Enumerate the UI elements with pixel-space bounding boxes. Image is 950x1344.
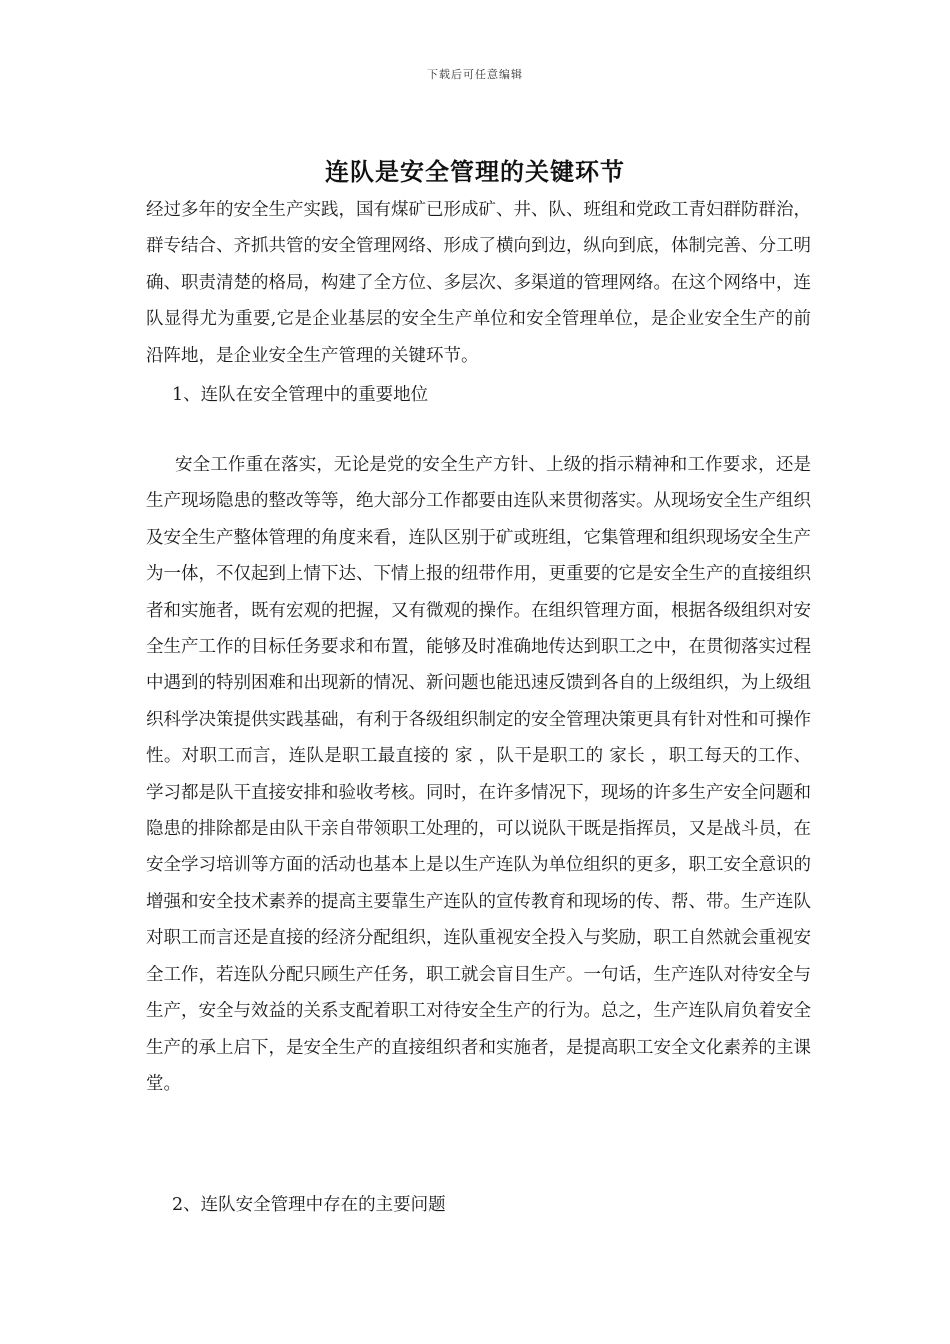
section-1-paragraph: 安全工作重在落实，无论是党的安全生产方针、上级的指示精神和工作要求，还是生产现场隐患的整改等等，绝大部分工作都要由连队来贯彻落实。从现场安全生产组织及安全生产整体管理的角度来看，连队区别于矿或班组，它集管理和组织现场安全生产为一体，不仅起到上情下达、下情上报的纽带作用，更重要的它是安全生产的直接组织者和实施者，既有宏观的把握，又有微观的操作。在组织管理方面，根据各级组织对安全生产工作的目标任务要求和布置，能够及时准确地传达到职工之中，在贯彻落实过程中遇到的特别困难和出现新的情况、新问题也能迅速反馈到各自的上级组织，为上级组织科学决策提供实践基础，有利于各级组织制定的安全管理决策更具有针对性和可操作性。对职工而言，连队是职工最直接的 家 ，队干是职工的 家长 ，职工每天的工作、学习都是队干直接安排和验收考核。同时，在许多情况下，现场的许多生产安全问题和隐患的排除都是由队干亲自带领职工处理的，可以说队干既是指挥员，又是战斗员，在安全学习培训等方面的活动也基本上是以生产连队为单位组织的更多，职工安全意识的增强和安全技术素养的提高主要靠生产连队的宣传教育和现场的传、帮、带。生产连队对职工而言还是直接的经济分配组织，连队重视安全投入与奖励，职工自然就会重视安全工作，若连队分配只顾生产任务，职工就会盲目生产。一句话，生产连队对待安全与生产，安全与效益的关系支配着职工对待安全生产的行为。总之，生产连队肩负着安全生产的承上启下，是安全生产的直接组织者和实施者，是提高职工安全文化素养的主课堂。 [146,455,811,1094]
section-1-heading: 1、连队在安全管理中的重要地位 [172,385,429,405]
page-title: 连队是安全管理的关键环节 [325,157,625,186]
section-2-heading: 2、连队安全管理中存在的主要问题 [172,1195,446,1215]
header-note: 下载后可任意编辑 [427,68,523,81]
intro-paragraph: 经过多年的安全生产实践，国有煤矿已形成矿、井、队、班组和党政工青妇群防群治，群专结合、齐抓共管的安全管理网络、形成了横向到边，纵向到底，体制完善、分工明确、职责清楚的格局，构建了全方位、多层次、多渠道的管理网络。在这个网络中，连队显得尤为重要,它是企业基层的安全生产单位和安全管理单位，是企业安全生产的前沿阵地，是企业安全生产管理的关键环节。 [146,200,811,366]
